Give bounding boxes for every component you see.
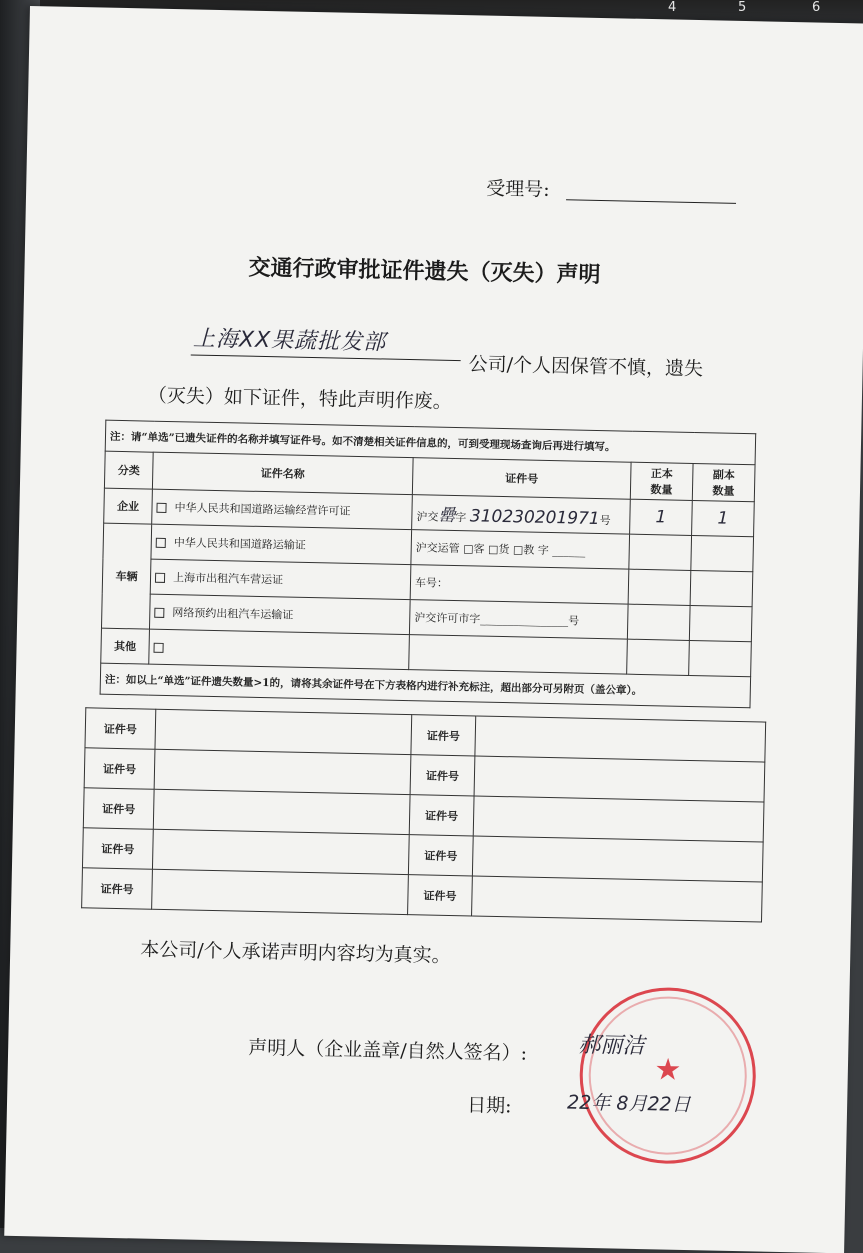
copy-count	[690, 570, 753, 606]
extra-number-label: 证件号	[411, 715, 476, 756]
original-count: 1	[630, 499, 693, 535]
cert-number-cell	[412, 495, 631, 535]
copy-count	[689, 605, 752, 641]
extra-number-label: 证件号	[85, 708, 156, 749]
key-5: 5	[738, 0, 747, 15]
cert-number-cell: 沪交许可市字________________号	[409, 600, 628, 640]
commitment-text: 本公司/个人承诺声明内容均为真实。	[140, 938, 451, 968]
category-vehicle: 车辆	[101, 523, 151, 629]
extra-number-label: 证件号	[408, 835, 473, 876]
extra-number-label: 证件号	[410, 755, 475, 796]
extra-number-field[interactable]	[152, 869, 409, 914]
checkbox[interactable]	[155, 573, 165, 583]
header-number: 证件号	[412, 458, 631, 500]
header-original-count: 正本 数量	[630, 462, 693, 500]
extra-number-label: 证件号	[82, 868, 153, 909]
checkbox[interactable]	[156, 503, 166, 513]
receipt-number-label: 受理号:	[486, 177, 550, 201]
extra-number-label: 证件号	[409, 795, 474, 836]
header-category: 分类	[104, 451, 153, 489]
cert-name-cell	[150, 559, 411, 599]
cert-name: 中华人民共和国道路运输证	[173, 536, 306, 552]
copy-count	[691, 535, 754, 571]
signature-handwritten: 郝丽洁	[578, 1032, 645, 1060]
checkbox[interactable]	[156, 538, 166, 548]
cert-number-prefix: 沪交	[416, 509, 439, 524]
extra-number-field[interactable]	[472, 836, 763, 882]
company-underline	[191, 354, 461, 361]
cert-number-handwritten: 310230201971	[469, 505, 600, 529]
category-other: 其他	[101, 628, 150, 664]
company-name-handwritten: 上海XX果蔬批发部	[192, 326, 387, 356]
header-copy-count: 副本 数量	[692, 463, 755, 501]
copy-count: 1	[692, 500, 755, 536]
extra-number-label: 证件号	[408, 875, 473, 916]
table-note-top: 注：请“单选”已遗失证件的名称并填写证件号。如不清楚相关证件信息的，可到受理现场查询后再进行填写。	[105, 420, 756, 465]
original-count	[628, 569, 691, 605]
original-count	[627, 604, 690, 640]
table-note-bottom: 注：如以上“单选”证件遗失数量>1的，请将其余证件号在下方表格内进行补充标注，超出部分可另附页（盖公章）。	[100, 663, 751, 708]
extra-number-label: 证件号	[83, 788, 154, 829]
extra-number-field[interactable]	[472, 876, 763, 922]
cert-number-cell: 车号：	[410, 565, 629, 605]
header-name: 证件名称	[152, 452, 413, 494]
declarant-label: 声明人（企业盖章/自然人签名）:	[247, 1036, 528, 1065]
cert-number-mid: 字	[455, 510, 467, 524]
key-6: 6	[812, 0, 821, 15]
statement-line-1: 公司/个人因保管不慎，遗失	[468, 353, 704, 381]
company-seal	[578, 986, 758, 1166]
cert-name-cell	[149, 594, 410, 634]
cert-name: 网络预约出租汽车运输证	[172, 606, 294, 622]
statement-line-2: （灭失）如下证件，特此声明作废。	[147, 384, 453, 413]
date-handwritten: 22年 8月22日	[566, 1091, 691, 1117]
extra-certificate-table	[81, 707, 766, 922]
cert-name-cell	[151, 524, 412, 564]
cert-number-cell: 沪交运管 □客 □货 □教 字 ______	[411, 530, 630, 570]
copy-count	[689, 640, 752, 676]
original-count	[627, 639, 690, 675]
extra-number-label: 证件号	[82, 828, 153, 869]
extra-number-field[interactable]	[153, 789, 410, 834]
cert-number-hand-char: 罍	[438, 505, 456, 526]
declaration-form	[4, 6, 863, 1253]
original-count	[629, 534, 692, 570]
checkbox[interactable]	[153, 642, 163, 652]
cert-number-cell	[409, 635, 628, 675]
extra-number-field[interactable]	[474, 756, 765, 802]
checkbox[interactable]	[154, 608, 164, 618]
key-4: 4	[668, 0, 677, 15]
extra-number-field[interactable]	[155, 709, 412, 754]
document-title: 交通行政审批证件遗失（灭失）声明	[248, 254, 601, 289]
lost-certificate-table	[100, 420, 757, 709]
extra-number-field[interactable]	[475, 716, 766, 762]
date-label: 日期:	[466, 1094, 512, 1118]
cert-name-cell	[149, 629, 410, 669]
extra-number-label: 证件号	[84, 748, 155, 789]
cert-name: 上海市出租汽车营运证	[172, 571, 284, 587]
cert-name: 中华人民共和国道路运输经营许可证	[174, 501, 351, 518]
receipt-number-field	[566, 199, 736, 204]
extra-number-field[interactable]	[152, 829, 409, 874]
extra-number-field[interactable]	[154, 749, 411, 794]
seal-star-icon: ★	[654, 1052, 682, 1088]
extra-number-field[interactable]	[473, 796, 764, 842]
category-enterprise: 企业	[104, 488, 153, 524]
cert-number-suffix: 号	[599, 513, 611, 527]
cert-name-cell	[152, 489, 413, 529]
